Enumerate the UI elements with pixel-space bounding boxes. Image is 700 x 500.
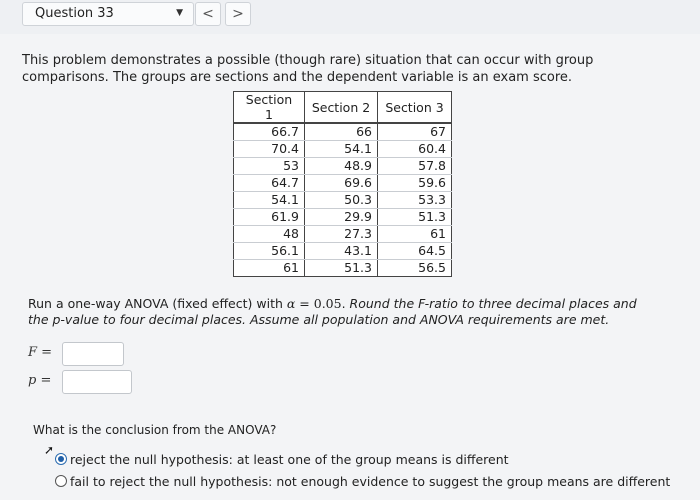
rounding-instructions: Round the F-ratio to three decimal places and the p-value to four decimal places. Assume all population and ANOVA requirements are met. bbox=[28, 296, 637, 327]
table-cell: 53 bbox=[234, 158, 305, 175]
previous-question-button[interactable] bbox=[195, 2, 221, 26]
table-cell: 64.7 bbox=[234, 175, 305, 192]
mouse-cursor-icon: ➚ bbox=[44, 443, 55, 457]
table-cell: 57.8 bbox=[378, 158, 452, 175]
problem-intro: This problem demonstrates a possible (though rare) situation that can occur with group comparisons. The groups are sections and the dependent variable is an exam score. bbox=[22, 53, 594, 85]
table-row bbox=[234, 141, 452, 158]
table-cell: 29.9 bbox=[305, 209, 378, 226]
table-row bbox=[234, 243, 452, 260]
table-cell: 50.3 bbox=[305, 192, 378, 209]
table-cell: 61 bbox=[378, 226, 452, 243]
table-cell: 60.4 bbox=[378, 141, 452, 158]
alpha-symbol: α bbox=[286, 296, 296, 311]
table-row bbox=[234, 209, 452, 226]
table-row bbox=[234, 175, 452, 192]
table-row bbox=[234, 158, 452, 175]
table-cell: 56.1 bbox=[234, 243, 305, 260]
table-cell: 51.3 bbox=[378, 209, 452, 226]
option-label: reject the null hypothesis: at least one of the group means is different bbox=[70, 452, 509, 467]
exam-score-table bbox=[233, 91, 452, 277]
table-row bbox=[234, 260, 452, 277]
instructions-text: Run a one-way ANOVA (fixed effect) with bbox=[28, 296, 287, 311]
table-cell: 54.1 bbox=[234, 192, 305, 209]
table-cell: 61 bbox=[234, 260, 305, 277]
p-value-label: p = bbox=[28, 373, 52, 388]
instructions-separator: . bbox=[341, 296, 350, 311]
table-cell: 56.5 bbox=[378, 260, 452, 277]
table-header-row bbox=[234, 92, 452, 124]
question-label: Question 33 bbox=[35, 6, 114, 21]
table-cell: 53.3 bbox=[378, 192, 452, 209]
table-cell: 66 bbox=[305, 123, 378, 141]
column-header: Section 1 bbox=[234, 92, 305, 124]
table-cell: 67 bbox=[378, 123, 452, 141]
option-label: fail to reject the null hypothesis: not enough evidence to suggest the group means are different bbox=[70, 474, 671, 489]
table-cell: 69.6 bbox=[305, 175, 378, 192]
question-selector[interactable] bbox=[22, 2, 194, 26]
conclusion-question: What is the conclusion from the ANOVA? bbox=[33, 423, 277, 437]
table-cell: 27.3 bbox=[305, 226, 378, 243]
alpha-value: = 0.05 bbox=[295, 296, 342, 311]
f-ratio-label: F = bbox=[28, 345, 53, 360]
column-header: Section 2 bbox=[305, 92, 378, 124]
next-question-button[interactable] bbox=[225, 2, 251, 26]
table-row bbox=[234, 123, 452, 141]
chevron-right-icon: > bbox=[232, 6, 244, 22]
table-cell: 61.9 bbox=[234, 209, 305, 226]
table-cell: 48 bbox=[234, 226, 305, 243]
radio-button-selected[interactable] bbox=[55, 453, 67, 465]
table-row bbox=[234, 226, 452, 243]
table-cell: 48.9 bbox=[305, 158, 378, 175]
radio-button[interactable] bbox=[55, 475, 67, 487]
table-row bbox=[234, 192, 452, 209]
caret-down-icon: ▼ bbox=[176, 8, 183, 18]
table-cell: 54.1 bbox=[305, 141, 378, 158]
table-cell: 70.4 bbox=[234, 141, 305, 158]
question-toolbar bbox=[0, 0, 700, 34]
column-header: Section 3 bbox=[378, 92, 452, 124]
table-cell: 51.3 bbox=[305, 260, 378, 277]
table-cell: 64.5 bbox=[378, 243, 452, 260]
table-cell: 66.7 bbox=[234, 123, 305, 141]
anova-instructions bbox=[28, 296, 648, 328]
chevron-left-icon: < bbox=[202, 6, 214, 22]
p-value-input[interactable] bbox=[62, 370, 132, 394]
f-ratio-input[interactable] bbox=[62, 342, 124, 366]
table-cell: 43.1 bbox=[305, 243, 378, 260]
table-cell: 59.6 bbox=[378, 175, 452, 192]
